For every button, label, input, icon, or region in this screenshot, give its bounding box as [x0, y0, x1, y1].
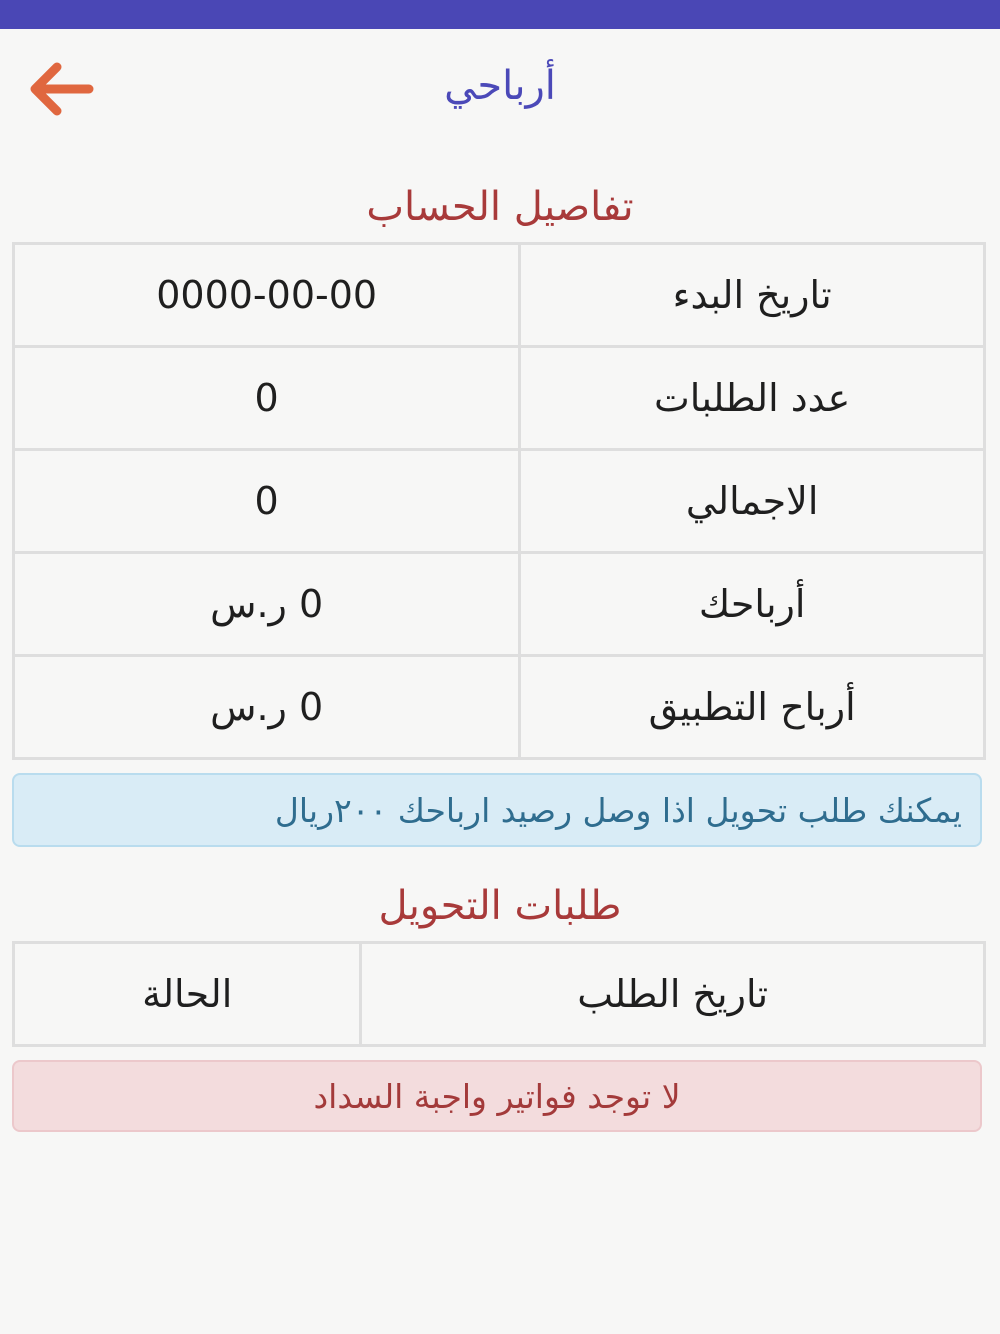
orders-count-label: عدد الطلبات [520, 347, 985, 450]
your-earnings-label: أرباحك [520, 553, 985, 656]
table-row [14, 553, 985, 656]
transfer-info-text: يمكنك طلب تحويل اذا وصل رصيد ارباحك ٢٠٠ريال [274, 790, 962, 830]
orders-count-value: 0 [14, 347, 520, 450]
table-row [14, 347, 985, 450]
status-header: الحالة [14, 943, 361, 1046]
transfer-info-alert [12, 773, 982, 847]
app-header [0, 29, 1000, 149]
your-earnings-value: 0 ر.س [14, 553, 520, 656]
table-row [14, 656, 985, 759]
account-details-title: تفاصيل الحساب [366, 184, 634, 230]
start-date-value: 0000-00-00 [14, 244, 520, 347]
app-earnings-label: أرباح التطبيق [520, 656, 985, 759]
empty-state-text: لا توجد فواتير واجبة السداد [313, 1076, 681, 1116]
transfer-requests-table [12, 941, 986, 1047]
request-date-header: تاريخ الطلب [361, 943, 985, 1046]
status-bar [0, 0, 1000, 29]
app-earnings-value: 0 ر.س [14, 656, 520, 759]
transfer-requests-title: طلبات التحويل [378, 883, 622, 929]
total-value: 0 [14, 450, 520, 553]
page-title: أرباحي [444, 63, 556, 109]
empty-state-alert [12, 1060, 982, 1132]
start-date-label: تاريخ البدء [520, 244, 985, 347]
total-label: الاجمالي [520, 450, 985, 553]
account-details-table [12, 242, 986, 760]
table-row [14, 450, 985, 553]
table-row [14, 244, 985, 347]
table-header-row [14, 943, 985, 1046]
